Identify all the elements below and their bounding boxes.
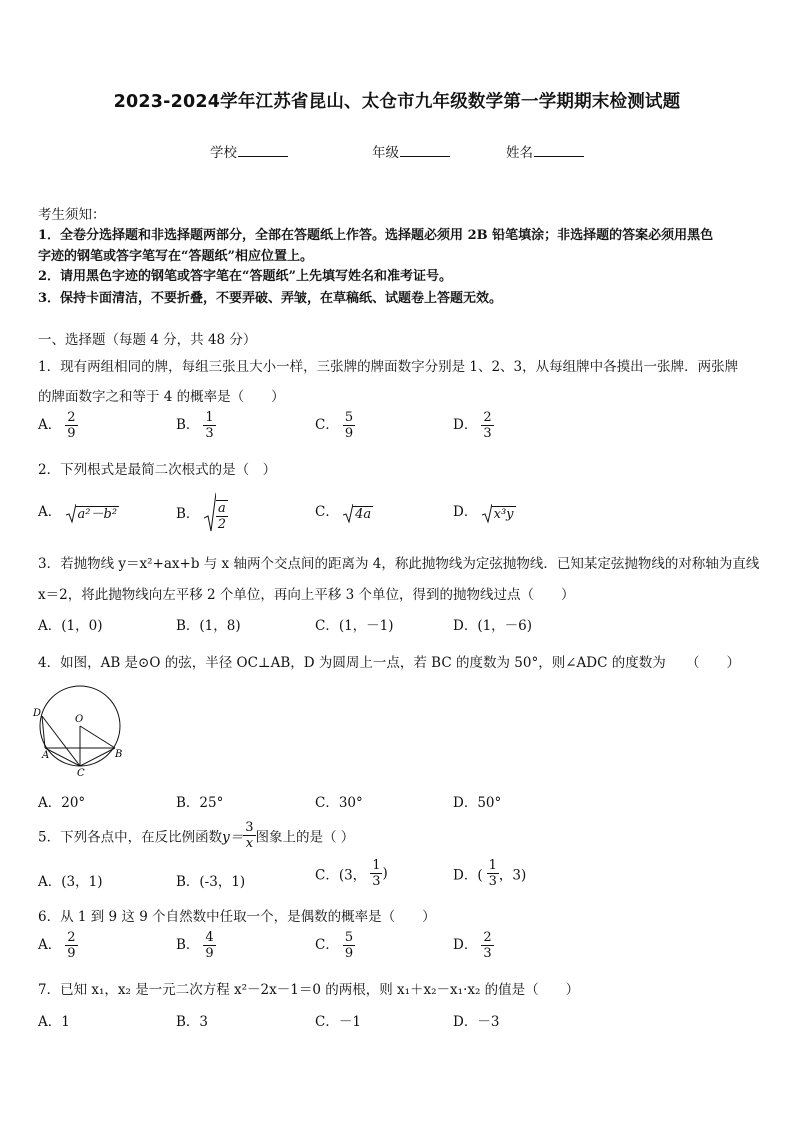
question-3-line2: x＝2，将此抛物线向左平移 2 个单位，再向上平移 3 个单位，得到的抛物线过点（ ） (38, 587, 575, 603)
label-b: B (115, 749, 123, 760)
q2-option-b[interactable]: B． $\frac{a}{2}$ (176, 492, 228, 532)
question-4-stem: 4．如图，AB 是⊙O 的弦，半径 OC⊥AB，D 为圆周上一点，若 BC 的度数为 50°，则∠ADC 的度数为 （ ） (38, 655, 740, 671)
q3-option-c[interactable]: C．(1，－1) (315, 618, 394, 634)
fraction: $\frac{2}{9}$ (67, 410, 76, 441)
label-c: C (77, 768, 85, 778)
q3-option-d[interactable]: D．(1，－6) (453, 618, 533, 634)
q6-option-c[interactable]: C． $\frac{5}{9}$ (315, 930, 354, 961)
q2-option-c[interactable]: C． 4a (315, 504, 372, 522)
question-6-stem: 6．从 1 到 9 这 9 个自然数中任取一个，是偶数的概率是（ ） (38, 909, 436, 925)
question-3-line1: 3．若抛物线 y＝x²+ax+b 与 x 轴两个交点间的距离为 4，称此抛物线为定弦抛物线．已知某定弦抛物线的对称轴为直线 (38, 556, 760, 572)
question-5-stem: 5．下列各点中，在反比例函数y＝ $\frac{3}{x}$ 图象上的是（ ） (38, 820, 355, 851)
question-1-line2: 的牌面数字之和等于 4 的概率是（ ） (38, 389, 285, 405)
fraction: $\frac{1}{3}$ (205, 410, 214, 441)
sqrt-symbol: x³y (482, 503, 516, 523)
q7-option-b[interactable]: B．3 (176, 1014, 209, 1030)
q3-option-b[interactable]: B．(1，8) (176, 618, 241, 634)
notice-line: 1．全卷分选择题和非选择题两部分，全部在答题纸上作答。选择题必须用 2B 铅笔填涂；非选择题的答案必须用黑色 (38, 228, 714, 243)
fraction: $\frac{2}{3}$ (483, 930, 492, 961)
fraction: $\frac{1}{3}$ (372, 858, 381, 889)
notice-heading: 考生须知： (38, 207, 106, 223)
q4-option-b[interactable]: B．25° (176, 795, 224, 811)
name-field (506, 141, 584, 161)
sqrt-symbol: $\frac{a}{2}$ (204, 492, 228, 532)
grade-blank[interactable] (400, 144, 450, 157)
question-2-stem: 2．下列根式是最简二次根式的是（ ） (38, 462, 277, 478)
fraction: $\frac{5}{9}$ (344, 930, 354, 961)
q6-option-d[interactable]: D． $\frac{2}{3}$ (453, 930, 492, 961)
q2-option-a[interactable]: A． a²－b² (38, 504, 118, 522)
q7-option-a[interactable]: A．1 (38, 1014, 70, 1030)
q7-option-d[interactable]: D．－3 (453, 1014, 500, 1030)
q1-option-a[interactable]: A． $\frac{2}{9}$ (38, 410, 76, 441)
q6-option-b[interactable]: B． $\frac{4}{9}$ (176, 930, 214, 961)
notice-line: 3．保持卡面清洁，不要折叠，不要弄破、弄皱，在草稿纸、试题卷上答题无效。 (38, 291, 503, 306)
notice-line: 2．请用黑色字迹的钢笔或答字笔在“答题纸”上先填写姓名和准考证号。 (38, 269, 453, 284)
fraction: $\frac{4}{9}$ (205, 930, 214, 961)
q5-option-d[interactable]: D．( $\frac{1}{3}$ ，3) (453, 858, 527, 889)
notice-line: 字迹的钢笔或答字笔写在“答题纸”相应位置上。 (38, 249, 313, 264)
sqrt-symbol: 4a (343, 503, 373, 523)
fraction: $\frac{5}{9}$ (344, 410, 354, 441)
school-label: 学校 (210, 145, 237, 161)
q7-option-c[interactable]: C．－1 (315, 1014, 361, 1030)
grade-field (372, 141, 450, 161)
label-o: O (75, 714, 84, 725)
grade-label: 年级 (372, 145, 399, 161)
segment-cb (80, 748, 115, 766)
q5-option-a[interactable]: A．(3，1) (38, 874, 103, 890)
segment-ac (45, 748, 80, 766)
fraction: $\frac{2}{9}$ (67, 930, 76, 961)
sqrt-symbol: a²－b² (66, 503, 120, 523)
name-blank[interactable] (534, 144, 584, 157)
question-1-line1: 1．现有两组相同的牌，每组三张且大小一样，三张牌的牌面数字分别是 1、2、3，从每组牌中各摸出一张牌．两张牌 (38, 359, 739, 375)
label-a: A (42, 750, 50, 761)
fraction: $\frac{1}{3}$ (488, 858, 497, 889)
q2-option-d[interactable]: D． x³y (453, 504, 514, 522)
q1-option-d[interactable]: D． $\frac{2}{3}$ (453, 410, 492, 441)
section-heading: 一、选择题（每题 4 分，共 48 分） (38, 332, 257, 348)
question-7-stem: 7．已知 x₁，x₂ 是一元二次方程 x²－2x－1＝0 的两根，则 x₁＋x₂－x₁·x₂ 的值是（ ） (38, 982, 580, 998)
q1-option-c[interactable]: C． $\frac{5}{9}$ (315, 410, 354, 441)
q4-option-c[interactable]: C．30° (315, 795, 363, 811)
q1-option-b[interactable]: B． $\frac{1}{3}$ (176, 410, 214, 441)
fraction: $\frac{2}{3}$ (483, 410, 492, 441)
circle-diagram (30, 678, 140, 778)
q4-option-d[interactable]: D．50° (453, 795, 502, 811)
school-blank[interactable] (238, 144, 288, 157)
q5-option-c[interactable]: C．(3， $\frac{1}{3}$ ) (315, 858, 388, 889)
segment-ob (80, 726, 115, 748)
page-title: 2023-2024学年江苏省昆山、太仓市九年级数学第一学期期末检测试题 (113, 92, 681, 112)
q3-option-a[interactable]: A．(1，0) (38, 618, 103, 634)
fraction: $\frac{3}{x}$ (245, 820, 254, 851)
q4-option-a[interactable]: A．20° (38, 795, 86, 811)
name-label: 姓名 (506, 145, 533, 161)
school-field (210, 141, 288, 161)
q5-option-b[interactable]: B．(-3，1) (176, 874, 246, 890)
label-d: D (33, 708, 42, 719)
q6-option-a[interactable]: A． $\frac{2}{9}$ (38, 930, 76, 961)
